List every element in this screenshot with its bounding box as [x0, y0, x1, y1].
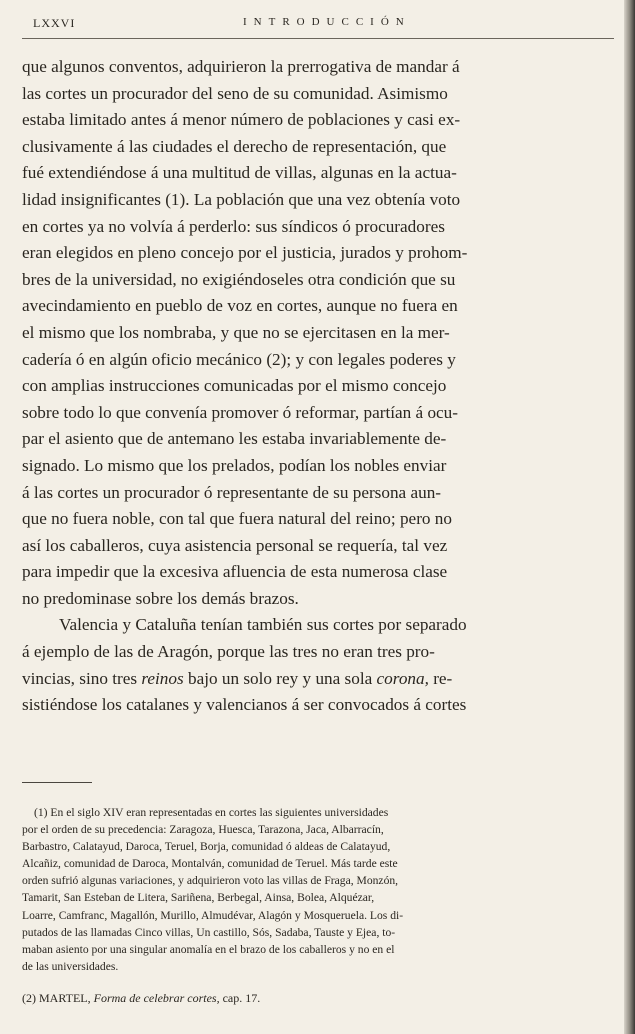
footnote-line: putados de las llamadas Cinco villas, Un castillo, Sós, Sadaba, Tauste y Ejea, to- — [22, 925, 396, 939]
footnote-line: Tamarit, San Esteban de Litera, Sariñena, Berbegal, Ainsa, Bolea, Alquézar, — [22, 891, 375, 905]
footnote-line: maban asiento por una singular anomalía en el brazo de los caballeros y no en el — [22, 942, 395, 956]
text-line: estaba limitado antes á menor número de poblaciones y casi ex- — [22, 110, 461, 130]
text-line: avecindamiento en pueblo de voz en cortes, aunque no fuera en — [22, 296, 458, 316]
footnote-line: Alcañiz, comunidad de Daroca, Montalván, comunidad de Teruel. Más tarde este — [22, 857, 398, 871]
footnote-1 — [22, 804, 622, 975]
page-number: LXXVI — [33, 16, 76, 30]
page-edge-shadow — [624, 0, 635, 1034]
text-line: signado. Lo mismo que los prelados, podían los nobles enviar — [22, 455, 447, 475]
text-line: fué extendiéndose á una multitud de villas, algunas en la actua- — [22, 163, 457, 183]
page-header — [33, 12, 618, 34]
header-rule — [22, 38, 614, 39]
text-line: no predominase sobre los demás brazos. — [22, 588, 299, 608]
italic-term-corona: corona, — [376, 668, 429, 688]
text-line: que no fuera noble, con tal que fuera natural del reino; pero no — [22, 509, 452, 529]
footnote-author: MARTEL, — [39, 991, 91, 1005]
footnote-line: de las universidades. — [22, 959, 119, 973]
text-line: en cortes ya no volvía á perderlo: sus síndicos ó procuradores — [22, 216, 445, 236]
text-line: sobre todo lo que convenía promover ó reformar, partían á ocu- — [22, 402, 458, 422]
text-line: las cortes un procurador del seno de su comunidad. Asimismo — [22, 83, 448, 103]
text-line: par el asiento que de antemano les estaba invariablemente de- — [22, 429, 447, 449]
text-line: el mismo que los nombraba, y que no se ejercitasen en la mer- — [22, 322, 450, 342]
footnote-line: Barbastro, Calatayud, Daroca, Teruel, Borja, comunidad ó aldeas de Calatayud, — [22, 840, 391, 854]
footnote-line: por el orden de su precedencia: Zaragoza, Huesca, Tarazona, Jaca, Albarracín, — [22, 823, 384, 837]
text-line: que algunos conventos, adquirieron la prerrogativa de mandar á — [22, 57, 460, 76]
footnote-line: orden sufrió algunas variaciones, y adquirieron voto las villas de Fraga, Monzón, — [22, 874, 399, 888]
text-line: bres de la universidad, no exigiéndoseles otra condición que su — [22, 269, 456, 289]
footnote-reference: cap. 17. — [222, 991, 261, 1005]
text-line: á ejemplo de las de Aragón, porque las tres no eran tres pro- — [22, 642, 435, 662]
text-line: sistiéndose los catalanes y valencianos á ser convocados á cortes — [22, 695, 467, 715]
text-line: con amplias instrucciones comunicadas por el mismo concejo — [22, 376, 447, 396]
text-line: Valencia y Cataluña tenían también sus cortes por separado — [59, 615, 467, 635]
text-line: á las cortes un procurador ó representante de su persona aun- — [22, 482, 442, 502]
running-title: INTRODUCCIÓN — [243, 16, 411, 28]
italic-term-reinos: reinos — [141, 668, 184, 688]
footnote-line: (1) En el siglo XIV eran representadas en cortes las siguientes universidades — [34, 806, 389, 819]
text-line: clusivamente á las ciudades el derecho de representación, que — [22, 136, 447, 156]
text-line-with-italics — [22, 666, 622, 693]
text-line: así los caballeros, cuya asistencia personal se requería, tal vez — [22, 535, 448, 555]
text-line: lidad insignificantes (1). La población que una vez obtenía voto — [22, 189, 461, 209]
text-fragment: bajo un solo rey y una sola — [183, 668, 377, 688]
text-line: eran elegidos en pleno concejo por el justicia, jurados y prohom- — [22, 243, 468, 263]
footnote-rule — [22, 782, 92, 783]
footnote-work-title: Forma de celebrar cortes, — [93, 991, 220, 1005]
text-line: cadería ó en algún oficio mecánico (2); y con legales poderes y — [22, 349, 456, 369]
footnote-line: Loarre, Camfranc, Magallón, Murillo, Almudévar, Alagón y Mosqueruela. Los di- — [22, 908, 404, 922]
footnote-mark: (2) — [22, 991, 36, 1005]
text-fragment: re- — [428, 668, 453, 688]
main-text — [22, 54, 622, 719]
text-fragment: vincias, sino tres — [22, 668, 142, 688]
footnote-2 — [22, 991, 260, 1006]
text-line: para impedir que la excesiva afluencia de esta numerosa clase — [22, 562, 448, 582]
